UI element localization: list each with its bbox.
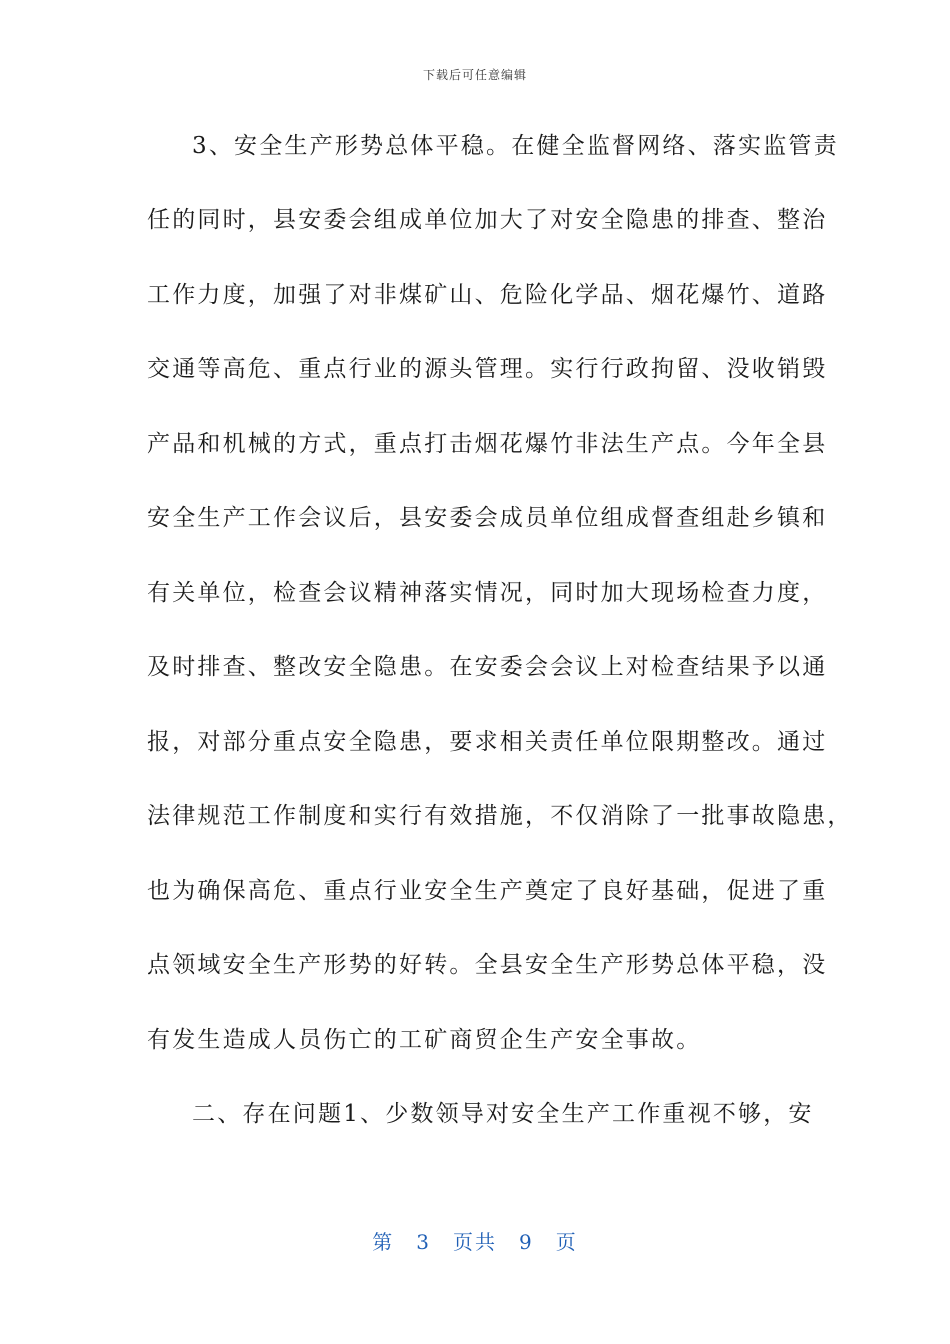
paragraph-line: 及时排查、整改安全隐患。在安委会会议上对检查结果予以通	[147, 654, 828, 680]
paragraph-line: 产品和机械的方式，重点打击烟花爆竹非法生产点。今年全县	[147, 431, 828, 457]
paragraph-line: 工作力度，加强了对非煤矿山、危险化学品、烟花爆竹、道路	[147, 282, 828, 308]
paragraph-line: 法律规范工作制度和实行有效措施，不仅消除了一批事故隐患，	[147, 803, 853, 829]
paragraph-line: 任的同时，县安委会组成单位加大了对安全隐患的排查、整治	[147, 207, 828, 233]
total-pages-number: 9	[519, 1230, 534, 1254]
page-footer	[0, 1226, 950, 1255]
footer-middle: 页共	[453, 1230, 497, 1254]
paragraph-line: 安全生产工作会议后，县安委会成员单位组成督查组赴乡镇和	[147, 505, 828, 531]
paragraph-line: 交通等高危、重点行业的源头管理。实行行政拘留、没收销毁	[147, 356, 828, 382]
paragraph-line: 报，对部分重点安全隐患，要求相关责任单位限期整改。通过	[147, 729, 828, 755]
paragraph-line: 点领域安全生产形势的好转。全县安全生产形势总体平稳，没	[147, 952, 828, 978]
paragraph-line: 有发生造成人员伤亡的工矿商贸企生产安全事故。	[147, 1027, 702, 1053]
footer-prefix: 第	[372, 1230, 395, 1254]
paragraph-line: 有关单位，检查会议精神落实情况，同时加大现场检查力度，	[147, 580, 828, 606]
paragraph-line: 二、存在问题1、少数领导对安全生产工作重视不够，安	[192, 1101, 814, 1127]
paragraph-line: 也为确保高危、重点行业安全生产奠定了良好基础，促进了重	[147, 878, 828, 904]
footer-suffix: 页	[555, 1230, 578, 1254]
current-page-number: 3	[416, 1230, 431, 1254]
header-note: 下载后可任意编辑	[422, 68, 527, 82]
paragraph-line: 3、安全生产形势总体平稳。在健全监督网络、落实监管责	[192, 133, 839, 159]
